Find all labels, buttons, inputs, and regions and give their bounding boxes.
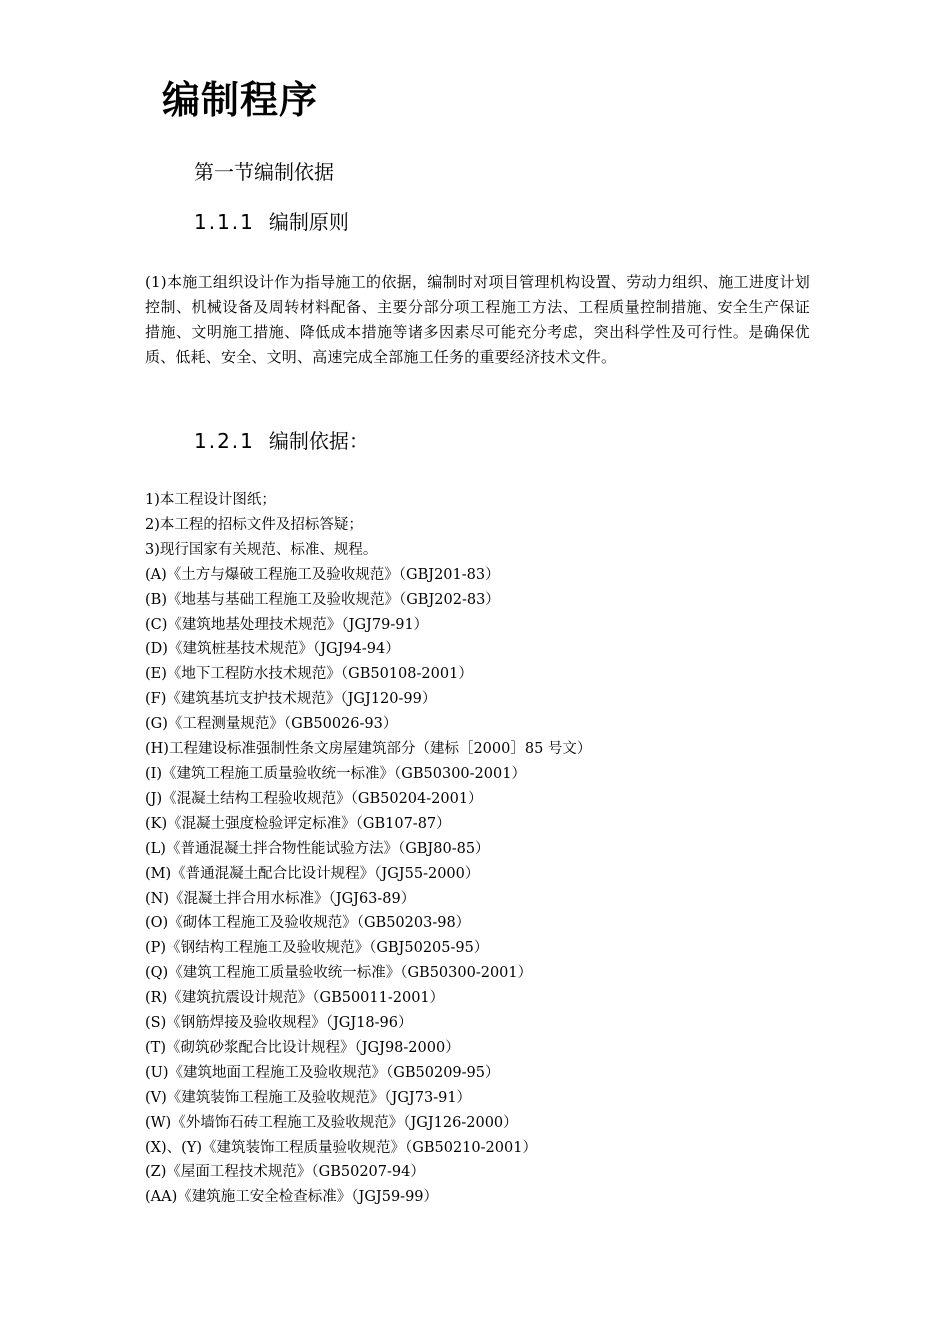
list-item: (I)《建筑工程施工质量验收统一标准》（GB50300-2001） bbox=[145, 765, 526, 782]
list-item: (Q)《建筑工程施工质量验收统一标准》（GB50300-2001） bbox=[145, 965, 533, 982]
list-item: (Z)《屋面工程技术规范》（GB50207-94） bbox=[145, 1164, 425, 1181]
list-item: (K)《混凝土强度检验评定标准》（GB107-87） bbox=[145, 815, 451, 832]
list-item: (M)《普通混凝土配合比设计规程》（JGJ55-2000） bbox=[145, 865, 480, 882]
list-item: (S)《钢筋焊接及验收规程》（JGJ18-96） bbox=[145, 1015, 413, 1032]
list-item: (J)《混凝土结构工程验收规范》（GB50204-2001） bbox=[145, 790, 483, 807]
list-item: (T)《砌筑砂浆配合比设计规程》（JGJ98-2000） bbox=[145, 1039, 460, 1056]
list-item: (V)《建筑装饰工程施工及验收规范》（JGJ73-91） bbox=[145, 1089, 472, 1106]
section-title: 第一节编制依据 bbox=[194, 160, 334, 184]
list-item: (A)《土方与爆破工程施工及验收规范》（GBJ201-83） bbox=[145, 566, 500, 583]
heading-text: 编制依据： bbox=[268, 429, 369, 453]
list-item: (L)《普通混凝土拌合物性能试验方法》（GBJ80-85） bbox=[145, 840, 490, 857]
list-item: (W)《外墙饰石砖工程施工及验收规范》（JGJ126-2000） bbox=[145, 1114, 518, 1131]
list-item: (H)工程建设标准强制性条文房屋建筑部分（建标［2000］85 号文） bbox=[145, 741, 592, 758]
list-item: (X)、(Y)《建筑装饰工程质量验收规范》（GB50210-2001） bbox=[145, 1139, 537, 1156]
list-item: (C)《建筑地基处理技术规范》（JGJ79-91） bbox=[145, 616, 429, 633]
heading-compilation-principles bbox=[194, 208, 349, 236]
list-item: (F)《建筑基坑支护技术规范》（JGJ120-99） bbox=[145, 691, 437, 708]
list-item: (G)《工程测量规范》（GB50026-93） bbox=[145, 716, 398, 733]
list-item: (P)《钢结构工程施工及验收规范》（GBJ50205-95） bbox=[145, 940, 489, 957]
heading-compilation-basis bbox=[194, 427, 369, 455]
list-item: (AA)《建筑施工安全检查标准》（JGJ59-99） bbox=[145, 1189, 439, 1206]
heading-text: 编制原则 bbox=[268, 210, 349, 234]
basis-list bbox=[145, 488, 591, 1210]
list-item: (R)《建筑抗震设计规范》（GB50011-2001） bbox=[145, 990, 445, 1007]
principles-paragraph: (1)本施工组织设计作为指导施工的依据，编制时对项目管理机构设置、劳动力组织、施工进度计划控制、机械设备及周转材料配备、主要分部分项工程施工方法、工程质量控制措施、安全生产保证措施、文明施工措施、降低成本措施等诸多因素尽可能充分考虑，突出科学性及可行性。是确保优质、低耗、安全、文明、高速完成全部施工任务的重要经济技术文件。 bbox=[145, 273, 810, 366]
list-item: 1)本工程设计图纸； bbox=[145, 492, 276, 508]
list-item: (E)《地下工程防水技术规范》（GB50108-2001） bbox=[145, 666, 473, 683]
list-item: (B)《地基与基础工程施工及验收规范》（GBJ202-83） bbox=[145, 591, 500, 608]
list-item: (D)《建筑桩基技术规范》（JGJ94-94） bbox=[145, 641, 400, 658]
list-item: (N)《混凝土拌合用水标准》（JGJ63-89） bbox=[145, 890, 416, 907]
heading-number: 1.2.1 bbox=[194, 429, 255, 453]
list-item: (U)《建筑地面工程施工及验收规范》（GB50209-95） bbox=[145, 1064, 500, 1081]
heading-number: 1.1.1 bbox=[194, 210, 255, 234]
page-title: 编制程序 bbox=[162, 78, 319, 122]
list-item: 2)本工程的招标文件及招标答疑； bbox=[145, 516, 363, 533]
list-item: (O)《砌体工程施工及验收规范》（GB50203-98） bbox=[145, 915, 471, 932]
list-item: 3)现行国家有关规范、标准、规程。 bbox=[145, 541, 378, 558]
